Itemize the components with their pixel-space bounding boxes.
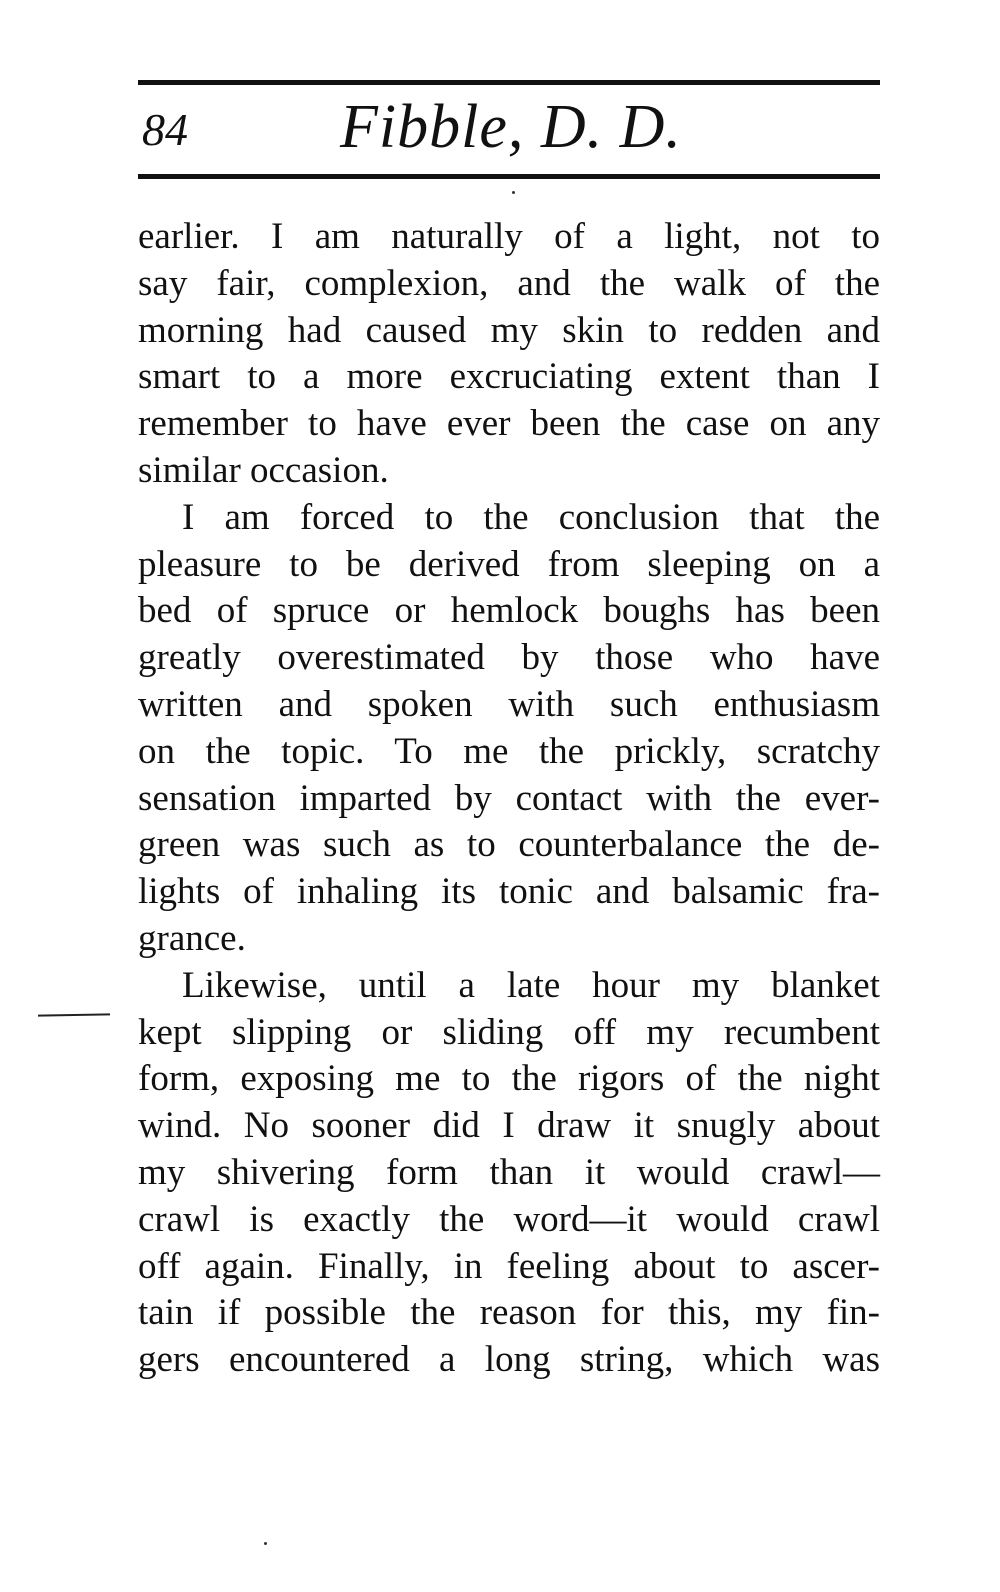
- text-line: wind. No sooner did I draw it snugly about: [138, 1105, 880, 1147]
- text-line: green was such as to counterbalance the de-: [138, 824, 880, 866]
- text-line: on the topic. To me the prickly, scratchy: [138, 730, 880, 772]
- text-line: tain if possible the reason for this, my fin-: [138, 1292, 880, 1334]
- text-line: similar occasion.: [138, 449, 389, 491]
- text-line: sensation imparted by contact with the ever-: [138, 777, 880, 819]
- body-text: [138, 214, 880, 1384]
- text-line: written and spoken with such enthusiasm: [138, 683, 880, 725]
- page-header: [138, 92, 880, 166]
- header-bottom-rule: [138, 174, 880, 179]
- text-line: morning had caused my skin to redden and: [138, 309, 880, 351]
- page-number: 84: [142, 104, 188, 155]
- text-line: lights of inhaling its tonic and balsamic fra-: [138, 871, 880, 913]
- text-line: kept slipping or sliding off my recumbent: [138, 1011, 880, 1053]
- header-top-rule: [138, 80, 880, 85]
- text-line: Likewise, until a late hour my blanket: [182, 964, 880, 1006]
- text-line: form, exposing me to the rigors of the night: [138, 1058, 880, 1100]
- margin-pencil-mark: [38, 1013, 110, 1016]
- text-line: earlier. I am naturally of a light, not to: [138, 216, 880, 257]
- text-line: greatly overestimated by those who have: [138, 637, 880, 679]
- running-title: Fibble, D. D.: [340, 93, 682, 161]
- text-line: remember to have ever been the case on any: [138, 403, 880, 445]
- text-line: grance.: [138, 917, 246, 959]
- print-speck: [264, 1542, 267, 1545]
- text-line: smart to a more excruciating extent than I: [138, 356, 880, 398]
- text-line: pleasure to be derived from sleeping on a: [138, 543, 880, 585]
- text-line: my shivering form than it would crawl—: [138, 1151, 880, 1193]
- text-line: say fair, complexion, and the walk of the: [138, 262, 880, 304]
- print-speck: [512, 191, 515, 194]
- text-line: I am forced to the conclusion that the: [182, 496, 880, 538]
- text-line: off again. Finally, in feeling about to ascer-: [138, 1245, 880, 1287]
- text-line: crawl is exactly the word—it would crawl: [138, 1198, 880, 1240]
- text-line: bed of spruce or hemlock boughs has been: [138, 590, 880, 632]
- text-line: gers encountered a long string, which was: [138, 1339, 880, 1381]
